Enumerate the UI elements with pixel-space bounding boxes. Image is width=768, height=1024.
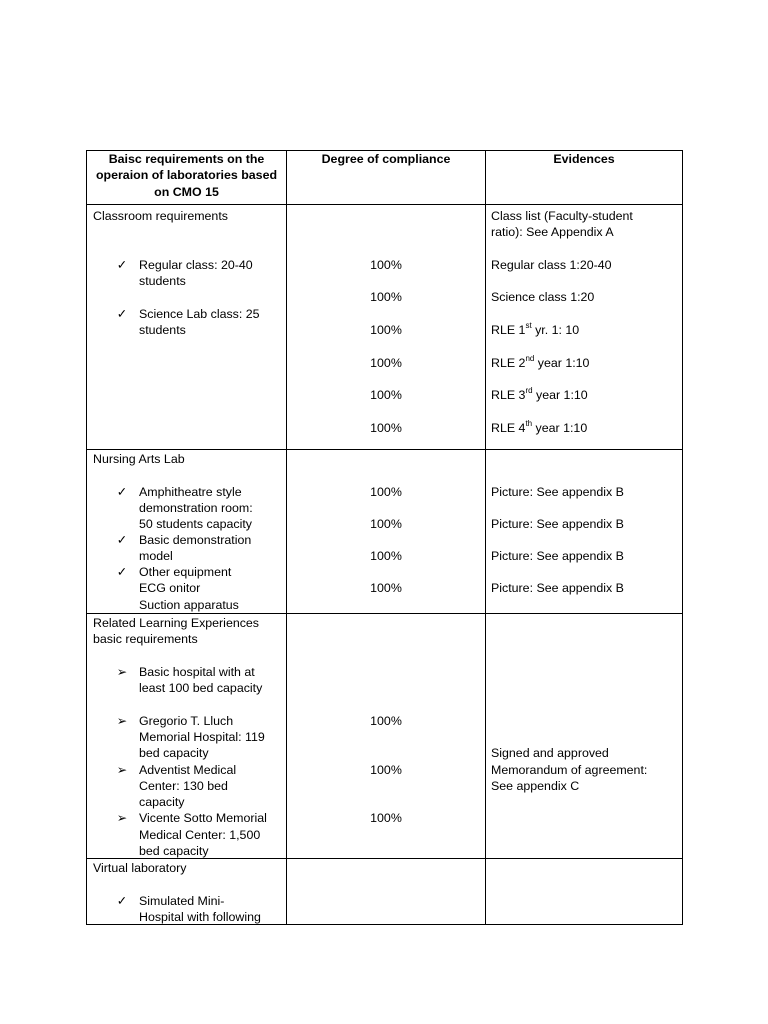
item-line: demonstration room: bbox=[139, 501, 253, 515]
virtual-evidence-cell bbox=[486, 859, 683, 925]
compliance-value: 100% bbox=[370, 356, 402, 370]
evidence-line: Picture: See appendix B bbox=[491, 581, 624, 595]
section-title: basic requirements bbox=[93, 632, 198, 646]
compliance-value: 100% bbox=[370, 388, 402, 402]
item-line: Vicente Sotto Memorial bbox=[139, 811, 267, 825]
evidence-line: RLE 3rd year 1:10 bbox=[491, 385, 588, 402]
arrow-bullet-icon: ➢ bbox=[116, 714, 128, 728]
check-mark-icon: ✓ bbox=[116, 894, 128, 908]
rle-evidence-cell bbox=[486, 614, 683, 859]
evidence-line: Signed and approved bbox=[491, 746, 609, 760]
virtual-requirements-cell bbox=[87, 859, 287, 925]
compliance-value: 100% bbox=[370, 763, 402, 777]
evidence-line: See appendix C bbox=[491, 779, 580, 793]
section-title: Virtual laboratory bbox=[93, 861, 187, 875]
evidence-line: ratio): See Appendix A bbox=[491, 225, 614, 239]
section-title: Related Learning Experiences bbox=[93, 616, 260, 630]
compliance-value: 100% bbox=[370, 421, 402, 435]
rle-requirements-cell bbox=[87, 614, 287, 859]
arrow-bullet-icon: ➢ bbox=[116, 763, 128, 777]
header-row bbox=[87, 151, 683, 205]
arrow-bullet-icon: ➢ bbox=[116, 665, 128, 679]
check-mark-icon: ✓ bbox=[116, 565, 128, 579]
compliance-value: 100% bbox=[370, 290, 402, 304]
header-compliance: Degree of compliance bbox=[287, 151, 486, 205]
virtual-compliance-cell bbox=[287, 859, 486, 925]
nursing-compliance-cell bbox=[287, 450, 486, 614]
evidence-line: Regular class 1:20-40 bbox=[491, 258, 612, 272]
item-line: least 100 bed capacity bbox=[139, 681, 263, 695]
check-mark-icon: ✓ bbox=[116, 307, 128, 321]
evidence-line: Memorandum of agreement: bbox=[491, 763, 648, 777]
evidence-line: RLE 4th year 1:10 bbox=[491, 418, 588, 435]
evidence-line: Class list (Faculty-student bbox=[491, 209, 633, 223]
compliance-value: 100% bbox=[370, 258, 402, 272]
item-line: model bbox=[139, 549, 173, 563]
item-line: Center: 130 bed bbox=[139, 779, 228, 793]
nursing-evidence-cell bbox=[486, 450, 683, 614]
classroom-row bbox=[87, 205, 683, 450]
compliance-value: 100% bbox=[370, 811, 402, 825]
item-line: Medical Center: 1,500 bbox=[139, 828, 261, 842]
nursing-arts-row bbox=[87, 450, 683, 614]
evidence-line: RLE 2nd year 1:10 bbox=[491, 353, 590, 370]
arrow-bullet-icon: ➢ bbox=[116, 811, 128, 825]
requirements-table bbox=[86, 150, 683, 925]
rle-row bbox=[87, 614, 683, 859]
item-line: Basic demonstration bbox=[139, 533, 252, 547]
header-requirements: Baisc requirements on the operaion of laboratories based on CMO 15 bbox=[87, 151, 287, 205]
compliance-value: 100% bbox=[370, 714, 402, 728]
item-line: capacity bbox=[139, 795, 185, 809]
nursing-requirements-cell bbox=[87, 450, 287, 614]
item-line: Amphitheatre style bbox=[139, 485, 242, 499]
item-line: bed capacity bbox=[139, 844, 209, 858]
evidence-line: Picture: See appendix B bbox=[491, 549, 624, 563]
section-title: Classroom requirements bbox=[93, 209, 228, 223]
item-line: Hospital with following bbox=[139, 910, 261, 924]
item-line: Gregorio T. Lluch bbox=[139, 714, 234, 728]
item-line: students bbox=[139, 323, 186, 337]
evidence-line: Picture: See appendix B bbox=[491, 485, 624, 499]
item-line: ECG onitor bbox=[139, 581, 201, 595]
item-line: 50 students capacity bbox=[139, 517, 252, 531]
compliance-value: 100% bbox=[370, 581, 402, 595]
compliance-value: 100% bbox=[370, 517, 402, 531]
item-line: Adventist Medical bbox=[139, 763, 237, 777]
item-line: Memorial Hospital: 119 bbox=[139, 730, 265, 744]
compliance-value: 100% bbox=[370, 323, 402, 337]
header-evidences: Evidences bbox=[486, 151, 683, 205]
check-mark-icon: ✓ bbox=[116, 485, 128, 499]
item-line: Simulated Mini- bbox=[139, 894, 225, 908]
item-line: Basic hospital with at bbox=[139, 665, 255, 679]
classroom-compliance-cell bbox=[287, 205, 486, 450]
section-title: Nursing Arts Lab bbox=[93, 452, 185, 466]
item-line: bed capacity bbox=[139, 746, 209, 760]
item-line: Other equipment bbox=[139, 565, 232, 579]
evidence-line: Science class 1:20 bbox=[491, 290, 595, 304]
check-mark-icon: ✓ bbox=[116, 533, 128, 547]
item-line: students bbox=[139, 274, 186, 288]
evidence-line: Picture: See appendix B bbox=[491, 517, 624, 531]
classroom-evidence-cell bbox=[486, 205, 683, 450]
compliance-value: 100% bbox=[370, 549, 402, 563]
virtual-lab-row bbox=[87, 859, 683, 925]
check-mark-icon: ✓ bbox=[116, 258, 128, 272]
compliance-value: 100% bbox=[370, 485, 402, 499]
evidence-line: RLE 1st yr. 1: 10 bbox=[491, 320, 580, 337]
item-line: Science Lab class: 25 bbox=[139, 307, 260, 321]
classroom-requirements-cell bbox=[87, 205, 287, 450]
item-line: Regular class: 20-40 bbox=[139, 258, 253, 272]
rle-compliance-cell bbox=[287, 614, 486, 859]
item-line: Suction apparatus bbox=[139, 598, 239, 612]
